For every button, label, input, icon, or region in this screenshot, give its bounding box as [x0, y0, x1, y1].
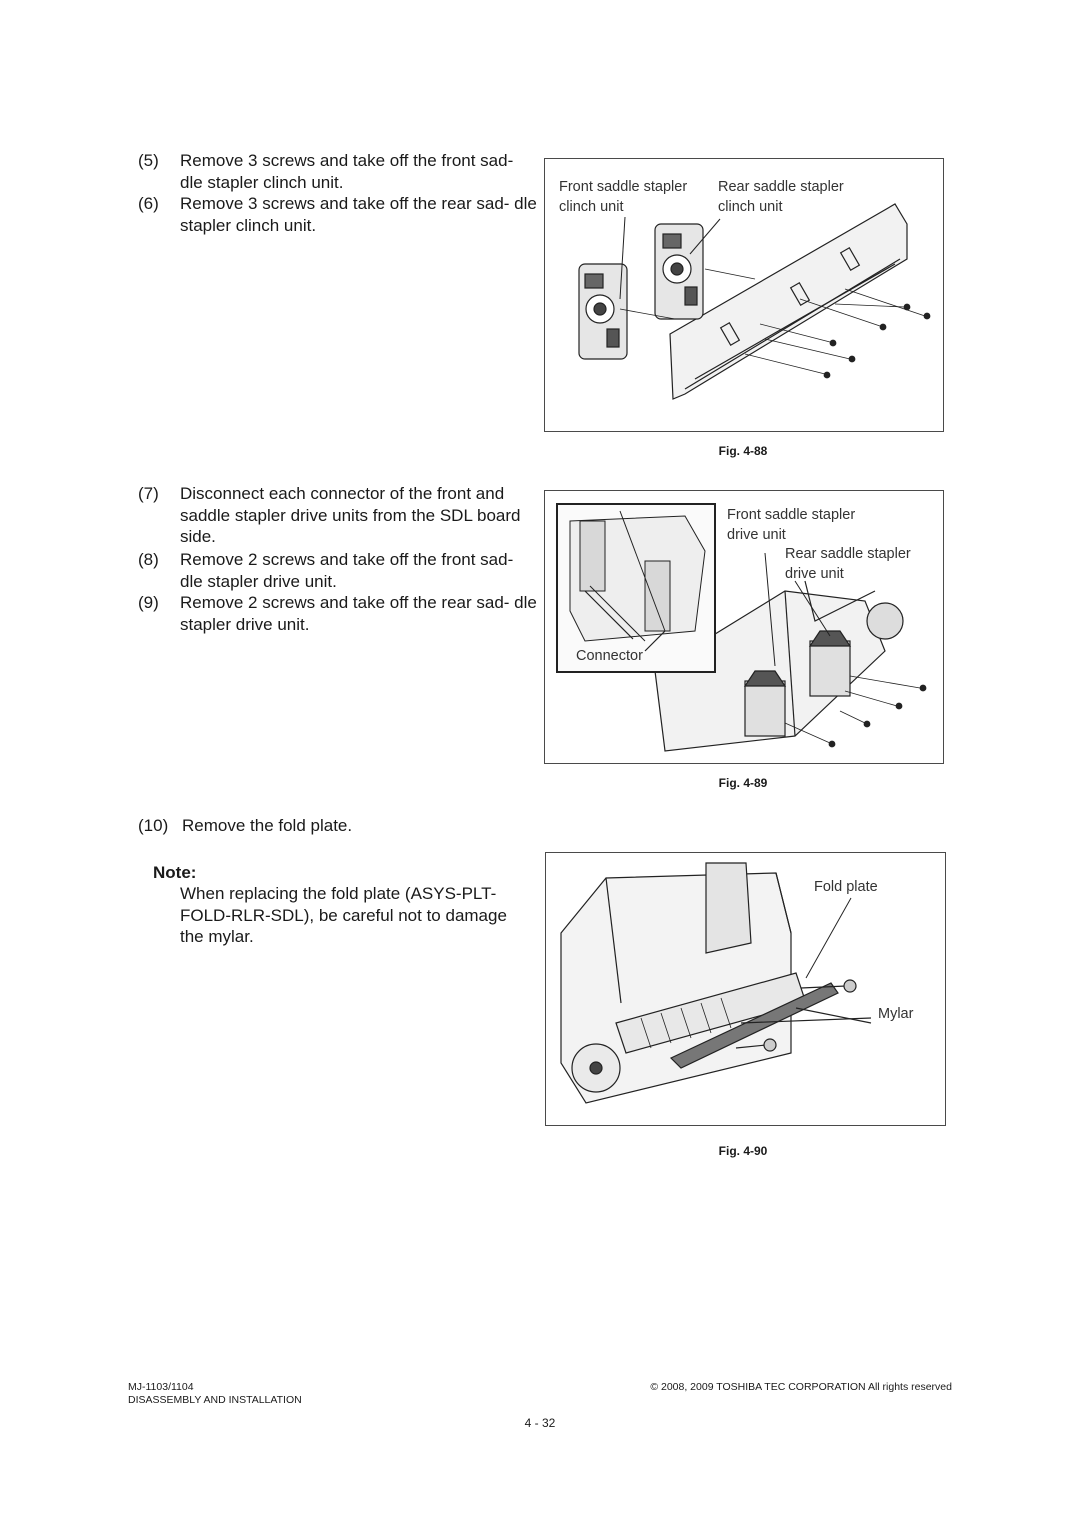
- callout-connector: Connector: [576, 648, 643, 664]
- footer-model: MJ-1103/1104: [128, 1381, 194, 1393]
- step-5: [138, 150, 538, 193]
- figure-caption: Fig. 4-88: [718, 444, 768, 458]
- step-number: (8): [138, 550, 159, 569]
- step-text: Remove 3 screws and take off the front sad- dle stapler clinch unit.: [180, 151, 514, 192]
- callout-line: Front saddle stapler: [559, 179, 688, 195]
- callout-line: drive unit: [727, 527, 786, 543]
- footer-copyright: © 2008, 2009 TOSHIBA TEC CORPORATION All rights reserved: [650, 1381, 952, 1393]
- callout-front-drive: [727, 505, 855, 545]
- step-text: Remove 2 screws and take off the front sad- dle stapler drive unit.: [180, 550, 514, 591]
- step-text: Remove 2 screws and take off the rear sad- dle stapler drive unit.: [180, 593, 537, 634]
- callout-line: Rear saddle stapler: [785, 546, 911, 562]
- callout-fold-plate: Fold plate: [814, 879, 878, 895]
- callout-line: Rear saddle stapler: [718, 179, 844, 195]
- figure-4-89: [544, 490, 944, 764]
- step-text: Remove the fold plate.: [182, 816, 353, 835]
- step-text: Remove 3 screws and take off the rear sad- dle stapler clinch unit.: [180, 194, 537, 235]
- figure-caption: Fig. 4-89: [718, 776, 768, 790]
- page-number: 4 - 32: [524, 1416, 556, 1430]
- note-body: When replacing the fold plate (ASYS-PLT-FOLD-RLR-SDL), be careful not to damage the mylar.: [180, 884, 507, 946]
- footer-section: DISASSEMBLY AND INSTALLATION: [128, 1394, 302, 1406]
- step-number: (6): [138, 194, 159, 213]
- callout-line: clinch unit: [718, 199, 783, 215]
- step-9: [138, 592, 538, 635]
- step-10: [138, 815, 538, 837]
- figure-caption: Fig. 4-90: [718, 1144, 768, 1158]
- callout-mylar: Mylar: [878, 1006, 914, 1022]
- figure-4-88: [544, 158, 944, 432]
- callout-rear-clinch: [718, 177, 844, 217]
- callout-front-clinch: [559, 177, 687, 217]
- step-number: (5): [138, 151, 159, 170]
- callout-line: drive unit: [785, 566, 844, 582]
- note-title: Note:: [153, 863, 197, 882]
- figure-4-90: [545, 852, 946, 1126]
- step-number: (7): [138, 484, 159, 503]
- callout-line: Front saddle stapler: [727, 507, 856, 523]
- step-text: Disconnect each connector of the front and saddle stapler drive units from the SDL board side.: [180, 484, 521, 546]
- step-8: [138, 549, 538, 592]
- step-number: (9): [138, 593, 159, 612]
- step-7: [138, 483, 538, 548]
- step-number: (10): [138, 816, 169, 835]
- step-6: [138, 193, 538, 236]
- callout-rear-drive: [785, 544, 911, 584]
- callout-line: clinch unit: [559, 199, 624, 215]
- fold-plate-illustration: [546, 853, 945, 1125]
